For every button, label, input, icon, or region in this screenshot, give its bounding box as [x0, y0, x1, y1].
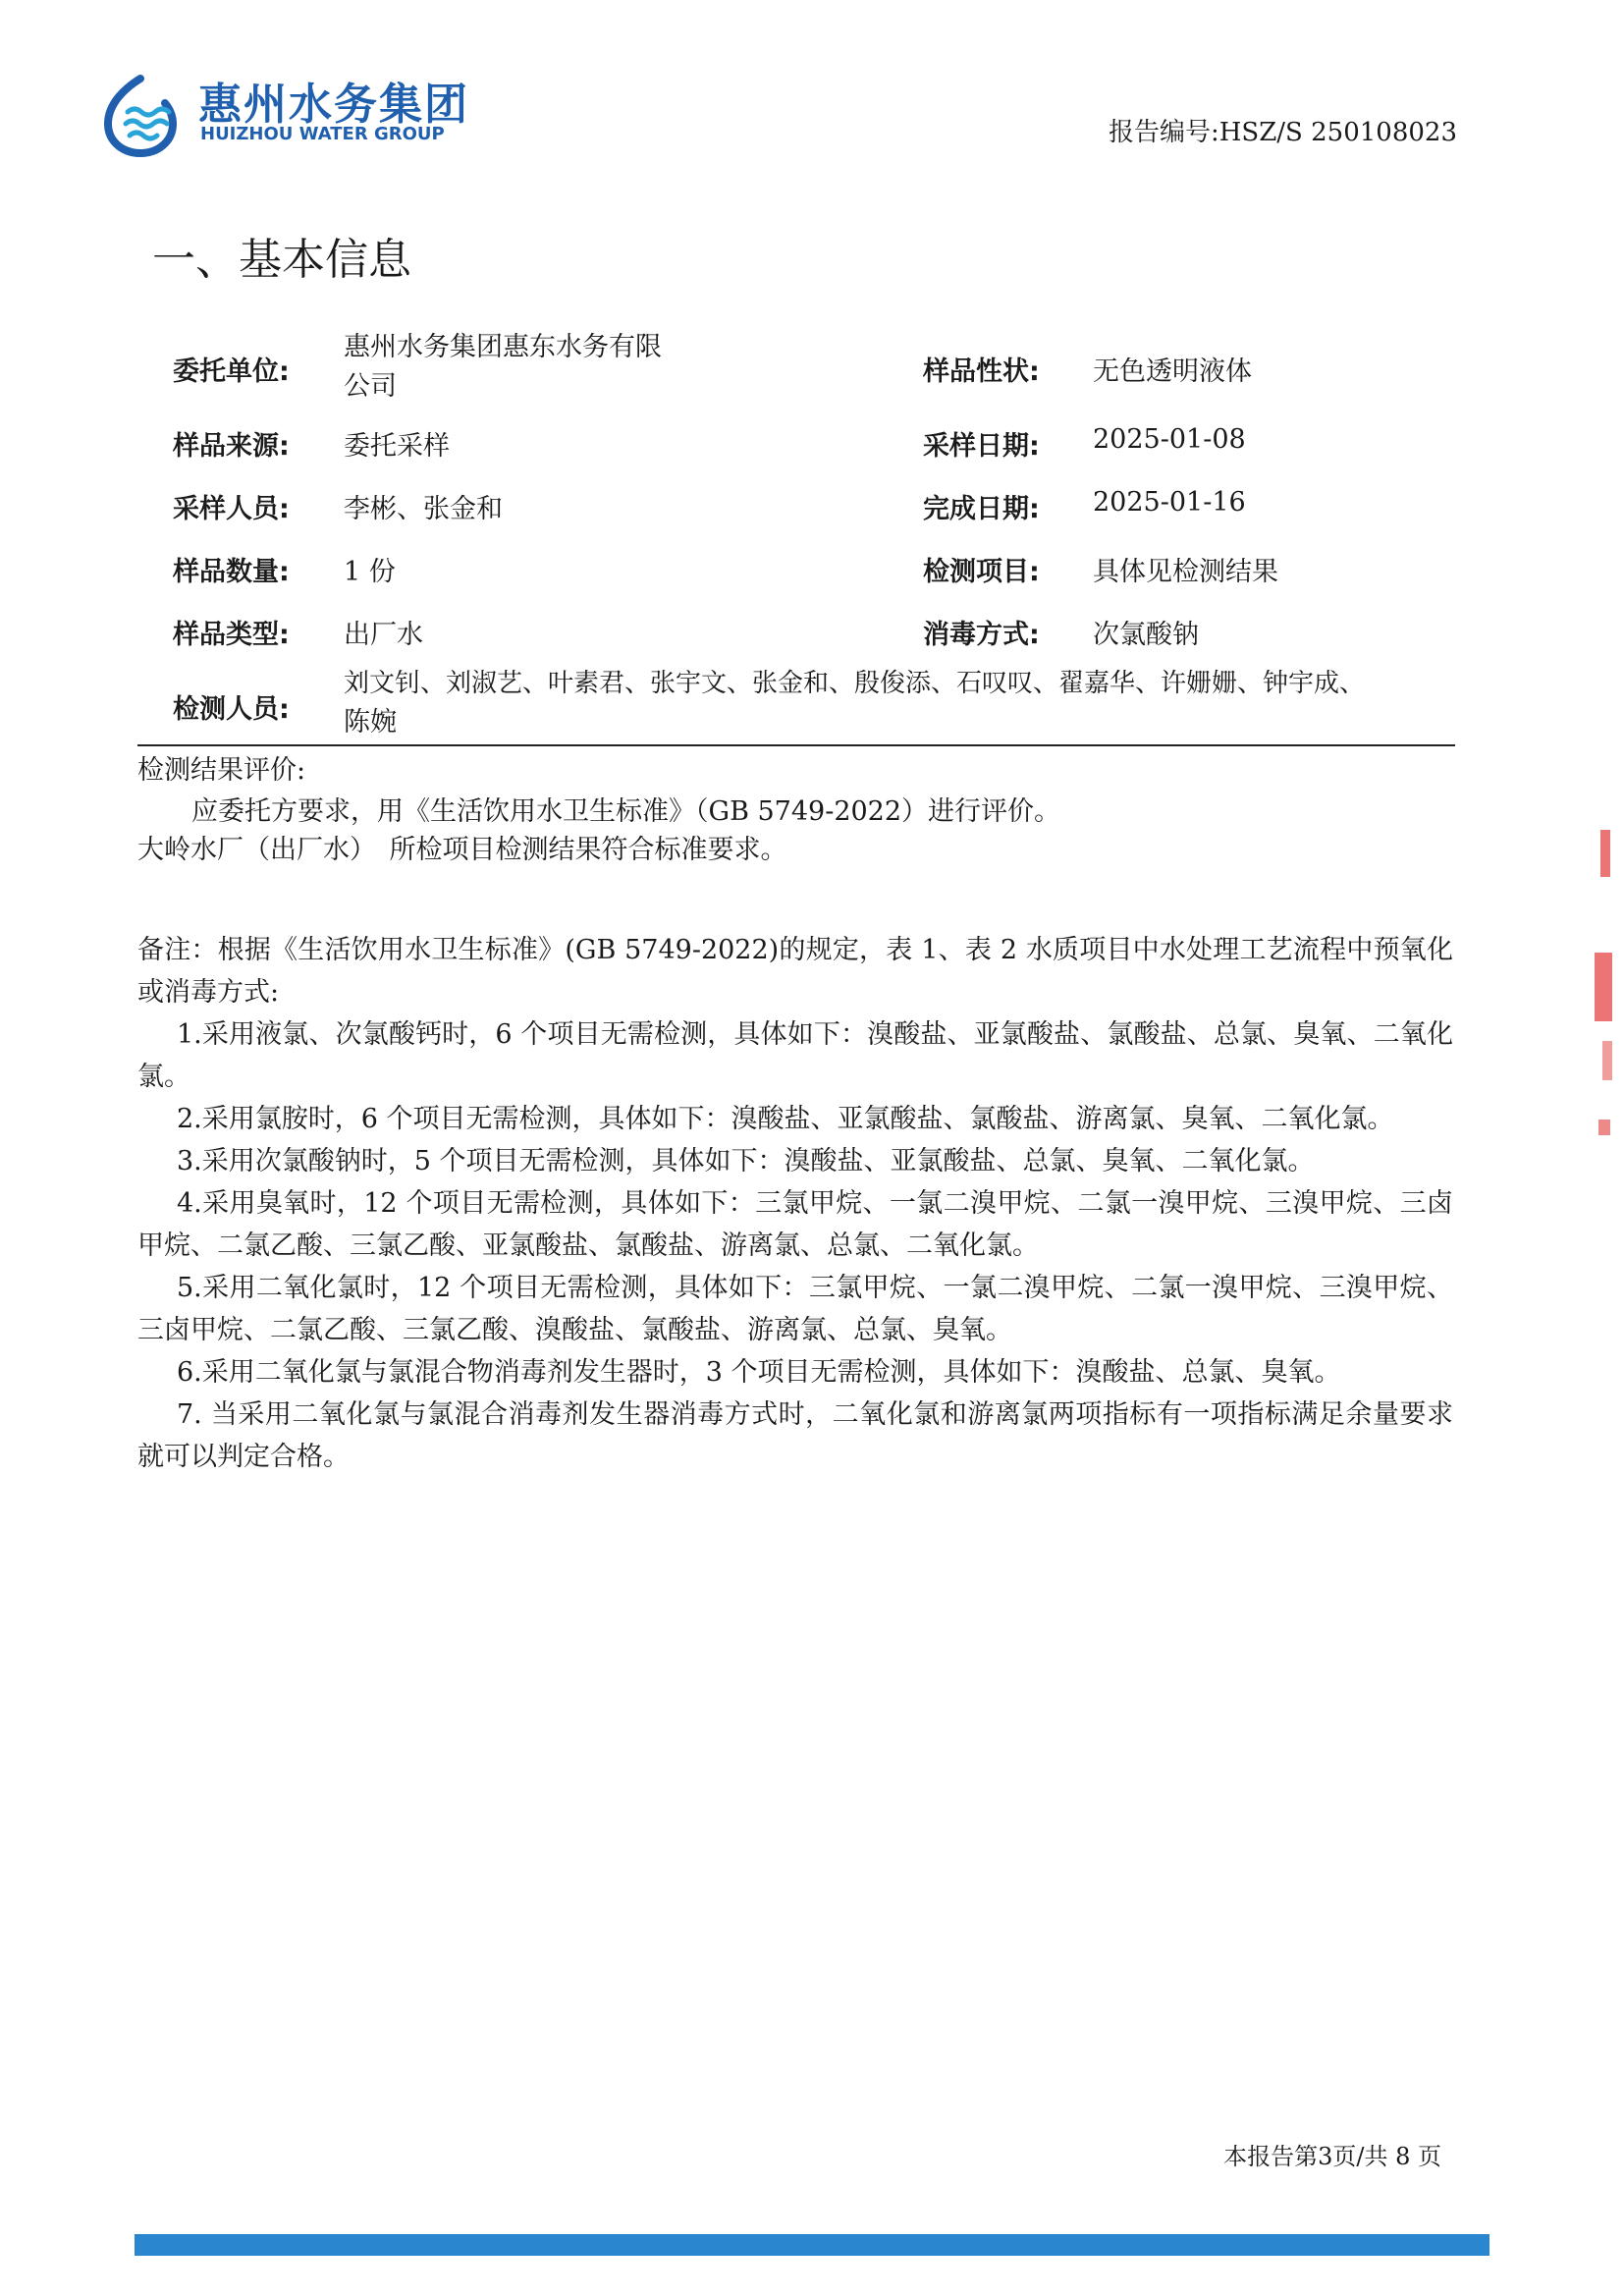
notes-item: 7. 当采用二氧化氯与氯混合消毒剂发生器消毒方式时，二氧化氯和游离氯两项指标有一项指标满足余量要求就可以判定合格。	[137, 1399, 1453, 1472]
notes-item: 2.采用氯胺时，6 个项目无需检测，具体如下：溴酸盐、亚氯酸盐、氯酸盐、游离氯、臭氧、二氧化氯。	[177, 1104, 1394, 1134]
source-label: 样品来源:	[173, 431, 290, 462]
notes-intro: 备注：根据《生活饮用水卫生标准》(GB 5749-2022)的规定，表 1、表 2 水质项目中水处理工艺流程中预氧化或消毒方式:	[137, 935, 1453, 1008]
sampling-date-label: 采样日期:	[923, 431, 1040, 462]
testers-line1: 刘文钊、刘淑艺、叶素君、张宇文、张金和、殷俊添、石叹叹、翟嘉华、许姗姗、钟宇成、	[344, 669, 1366, 698]
stamp-fragment	[1600, 830, 1610, 877]
sampling-date-value: 2025-01-08	[1093, 424, 1246, 455]
testers-line2: 陈婉	[344, 707, 397, 738]
test-items-value: 具体见检测结果	[1093, 557, 1278, 587]
sample-type-value: 出厂水	[344, 620, 423, 650]
company-logo	[98, 69, 471, 157]
quantity-value: 1 份	[344, 557, 396, 587]
client-value-line1: 惠州水务集团惠东水务有限	[344, 332, 662, 362]
stamp-fragment	[1602, 1041, 1612, 1080]
page-number: 本报告第3页/共 8 页	[1223, 2143, 1441, 2170]
notes-item: 4.采用臭氧时，12 个项目无需检测，具体如下：三氯甲烷、一氯二溴甲烷、二氯一溴甲烷、三溴甲烷、三卤甲烷、二氯乙酸、三氯乙酸、亚氯酸盐、氯酸盐、游离氯、总氯、二氧化氯。	[137, 1188, 1453, 1261]
notes-item: 5.采用二氧化氯时，12 个项目无需检测，具体如下：三氯甲烷、一氯二溴甲烷、二氯一溴甲烷、三溴甲烷、三卤甲烷、二氯乙酸、三氯乙酸、溴酸盐、氯酸盐、游离氯、总氯、臭氧。	[137, 1273, 1453, 1345]
water-drop-logo-icon	[98, 73, 183, 157]
notes-item: 1.采用液氯、次氯酸钙时，6 个项目无需检测，具体如下：溴酸盐、亚氯酸盐、氯酸盐、总氯、臭氧、二氧化氯。	[137, 1019, 1453, 1092]
section-title: 一、基本信息	[152, 235, 411, 285]
test-items-label: 检测项目:	[923, 557, 1040, 587]
testers-value	[344, 664, 1463, 742]
stamp-fragment	[1595, 953, 1612, 1021]
logo-english-name: HUIZHOU WATER GROUP	[200, 124, 445, 144]
quantity-label: 样品数量:	[173, 557, 290, 587]
appearance-value: 无色透明液体	[1093, 356, 1252, 387]
sample-type-label: 样品类型:	[173, 620, 290, 650]
report-number-value: HSZ/S 250108023	[1218, 118, 1457, 147]
report-number-label: 报告编号:	[1108, 118, 1219, 147]
client-label: 委托单位:	[173, 356, 290, 387]
logo-chinese-name: 惠州水务集团	[198, 80, 469, 130]
report-number	[1109, 112, 1457, 148]
client-value-line2: 公司	[344, 371, 397, 402]
evaluation-heading: 检测结果评价:	[137, 755, 306, 786]
notes-block	[137, 929, 1453, 1478]
finish-date-value: 2025-01-16	[1093, 487, 1246, 518]
client-value	[344, 328, 756, 407]
footer-bar	[135, 2234, 1489, 2256]
evaluation-line1: 应委托方要求，用《生活饮用水卫生标准》（GB 5749-2022）进行评价。	[191, 796, 1061, 827]
sampler-label: 采样人员:	[173, 494, 290, 524]
notes-item: 6.采用二氧化氯与氯混合物消毒剂发生器时，3 个项目无需检测，具体如下：溴酸盐、总氯、臭氧。	[177, 1357, 1341, 1388]
disinfection-value: 次氯酸钠	[1093, 620, 1199, 650]
testers-label: 检测人员:	[173, 694, 290, 725]
disinfection-label: 消毒方式:	[923, 620, 1040, 650]
divider	[137, 744, 1455, 746]
finish-date-label: 完成日期:	[923, 494, 1040, 524]
stamp-fragment	[1598, 1120, 1610, 1135]
source-value: 委托采样	[344, 431, 450, 462]
sampler-value: 李彬、张金和	[344, 494, 503, 524]
evaluation-line2: 大岭水厂（出厂水） 所检项目检测结果符合标准要求。	[137, 835, 787, 865]
notes-item: 3.采用次氯酸钠时，5 个项目无需检测，具体如下：溴酸盐、亚氯酸盐、总氯、臭氧、二氧化氯。	[177, 1146, 1315, 1176]
appearance-label: 样品性状:	[923, 356, 1040, 387]
